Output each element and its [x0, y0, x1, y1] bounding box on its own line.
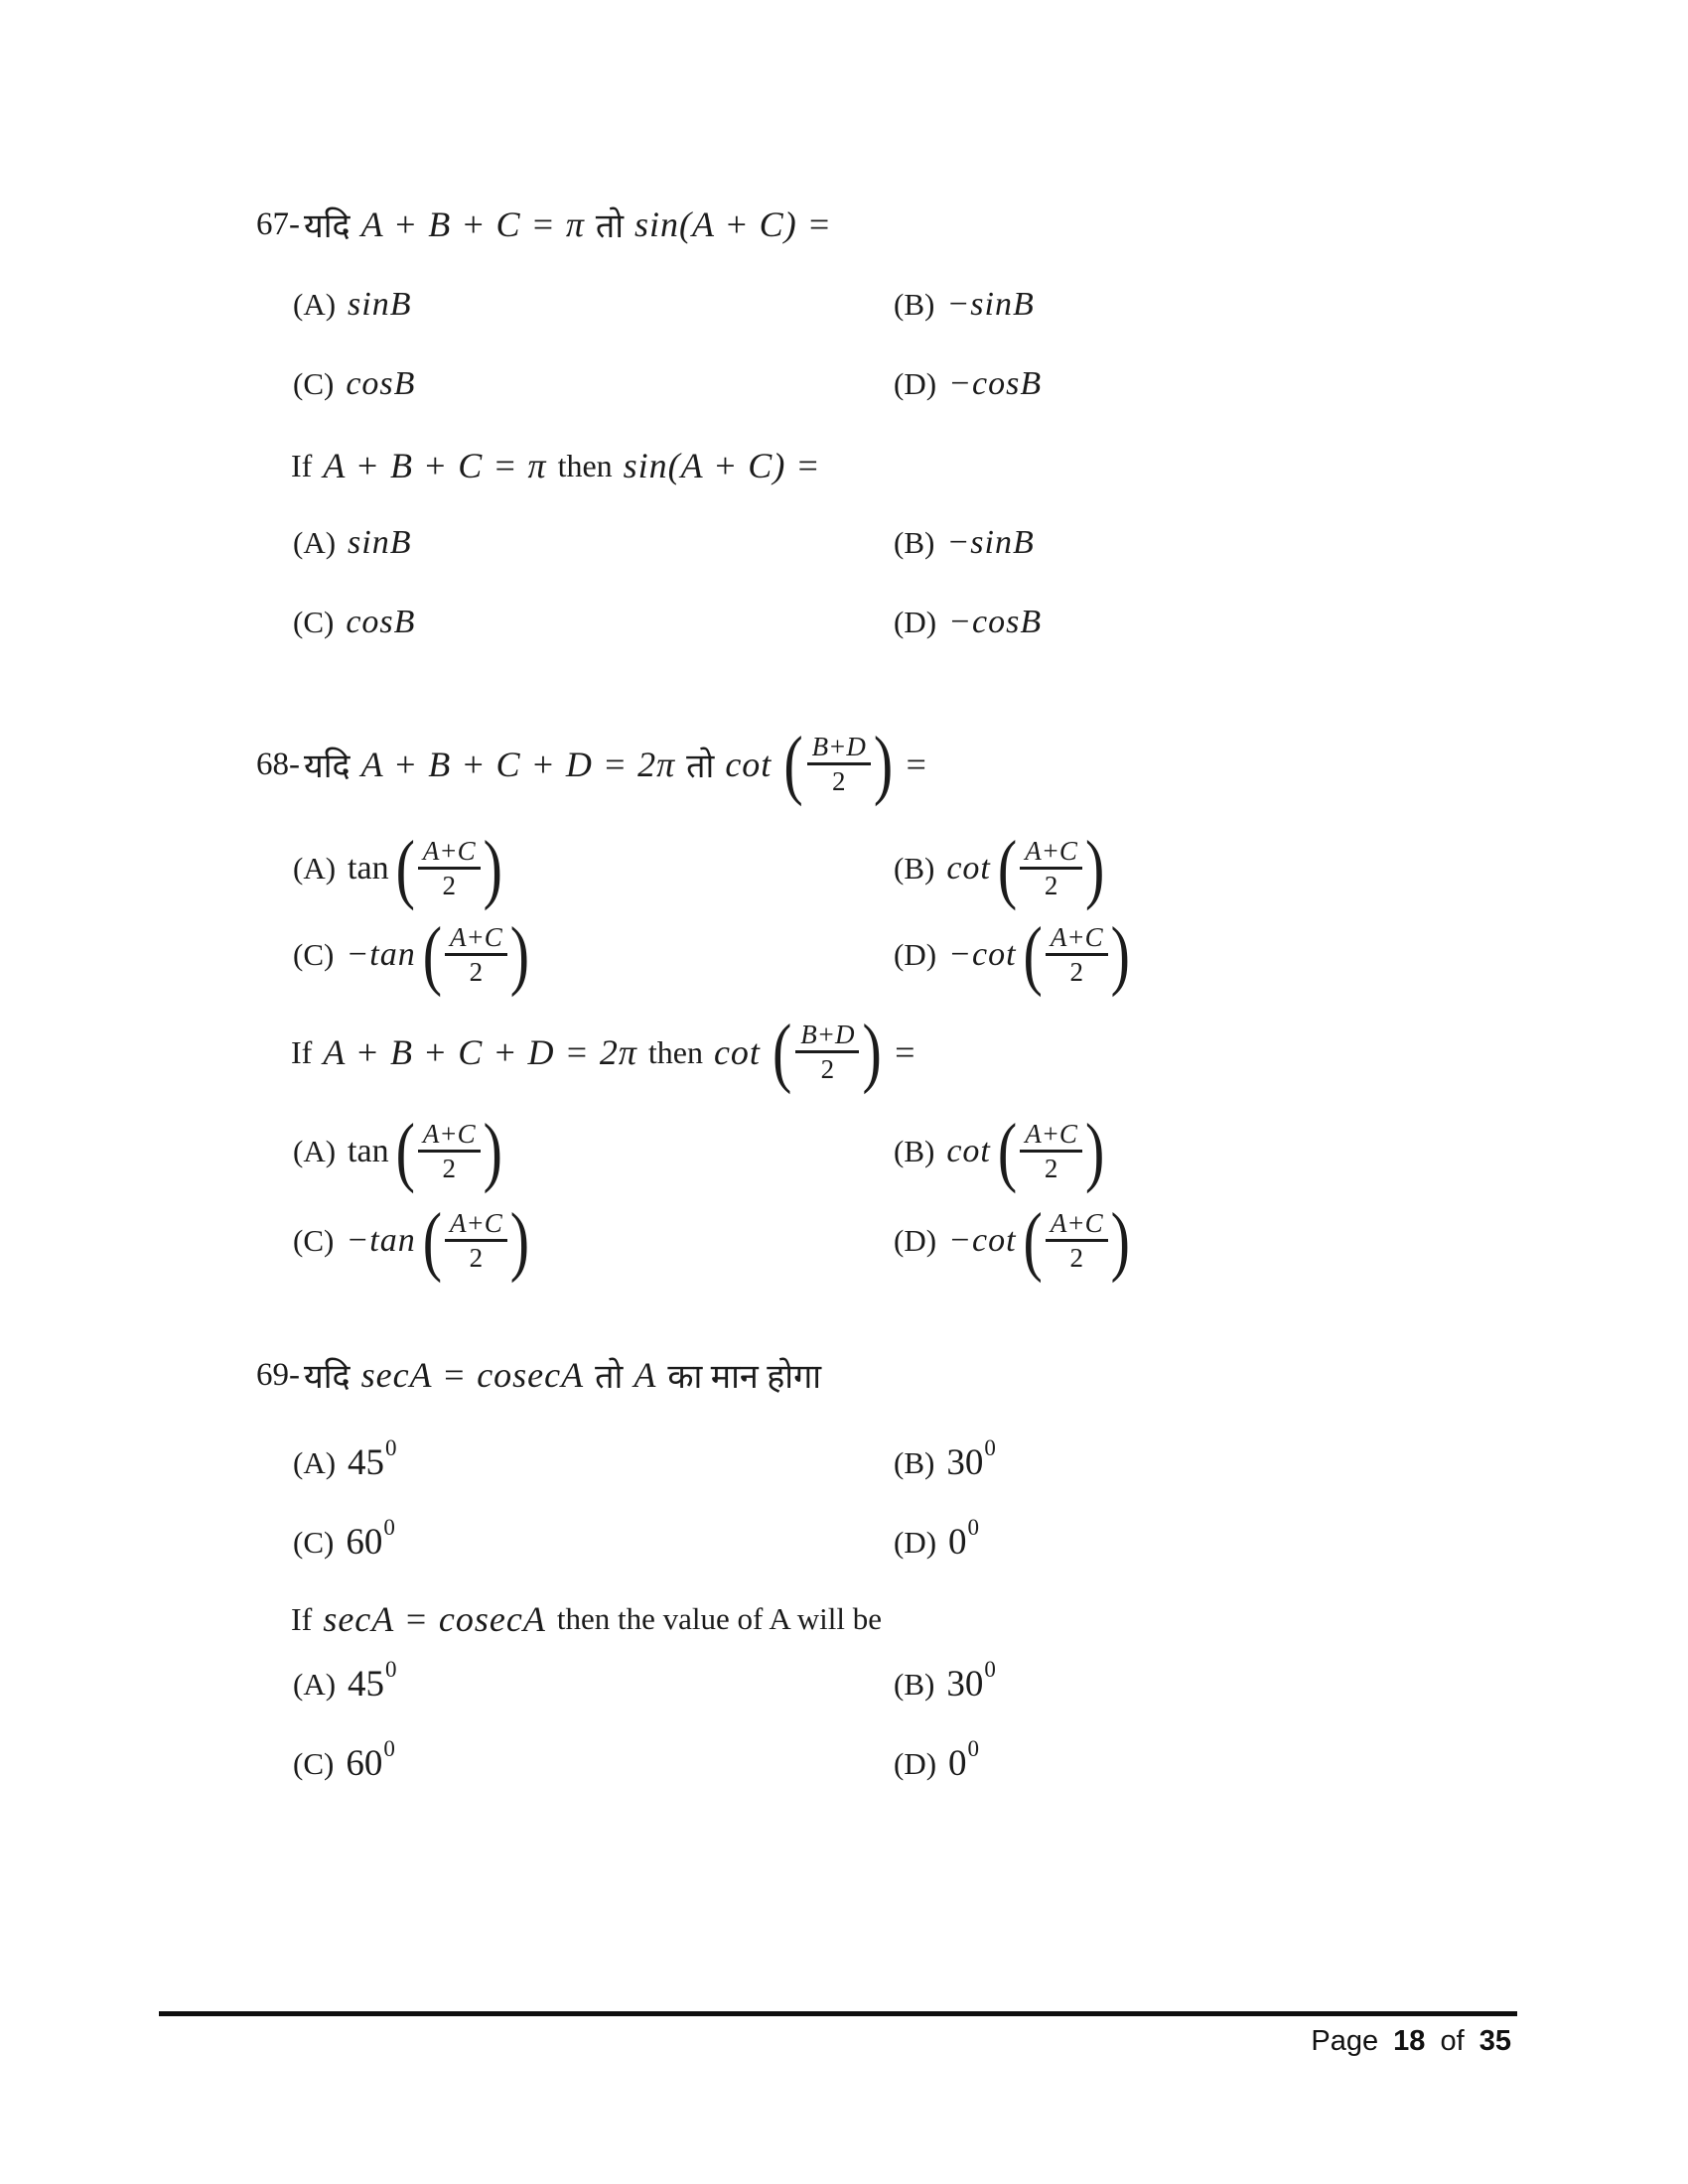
math-condition: A + B + C = π	[360, 205, 585, 244]
word-if: If	[291, 1033, 313, 1070]
option-67b-en	[894, 524, 1041, 562]
math-condition: A + B + C + D = 2π	[360, 745, 676, 784]
option-function: −tan	[346, 936, 416, 973]
footer-of-word: of	[1440, 2025, 1465, 2057]
footer-total-pages: 35	[1478, 2025, 1511, 2057]
fraction	[1046, 1208, 1108, 1275]
fraction-numerator: A+C	[1020, 836, 1082, 870]
option-69d	[894, 1514, 980, 1564]
option-label: (A)	[293, 851, 337, 886]
option-value: cosB	[346, 365, 416, 402]
fraction-denominator: 2	[1069, 1242, 1083, 1273]
option-67a-en	[293, 524, 418, 562]
question-68-english	[291, 1001, 917, 1104]
option-label: (C)	[293, 937, 335, 972]
option-68d-en	[894, 1191, 1131, 1291]
fraction	[445, 922, 507, 989]
fraction	[418, 836, 481, 902]
right-paren: )	[483, 1107, 502, 1195]
option-label: (C)	[293, 1745, 335, 1781]
fraction-denominator: 2	[469, 956, 484, 987]
option-69c	[293, 1514, 395, 1564]
option-function: cot	[946, 1133, 991, 1169]
fraction	[1020, 836, 1082, 902]
option-value: 60	[346, 1522, 383, 1563]
option-label: (C)	[293, 605, 335, 639]
left-paren: (	[1023, 910, 1043, 999]
right-paren: )	[1084, 824, 1105, 912]
word-then: then	[557, 447, 613, 483]
option-value-superscript: 0	[385, 1656, 397, 1682]
option-69a	[293, 1434, 397, 1484]
option-69b	[894, 1434, 996, 1484]
option-value: 45	[348, 1664, 385, 1705]
fraction-numerator: A+C	[418, 836, 481, 870]
option-68b	[894, 819, 1105, 918]
option-label: (B)	[894, 851, 935, 886]
option-value-superscript: 0	[383, 1735, 395, 1761]
option-value-superscript: 0	[967, 1514, 980, 1540]
fraction-denominator: 2	[820, 1053, 835, 1084]
option-68a	[293, 819, 503, 918]
fraction-numerator: B+D	[807, 732, 871, 765]
option-label: (B)	[894, 1666, 935, 1702]
math-variable: A	[633, 1355, 657, 1395]
option-68c-en	[293, 1191, 530, 1291]
option-value: −sinB	[946, 524, 1035, 561]
fraction	[1046, 922, 1108, 989]
option-label: (A)	[293, 1134, 337, 1168]
fraction	[445, 1208, 507, 1275]
fraction-numerator: A+C	[1020, 1119, 1082, 1153]
option-function: tan	[348, 850, 389, 887]
option-value-superscript: 0	[984, 1434, 996, 1460]
math-expression: secA = cosecA	[360, 1355, 585, 1395]
hindi-word-yadi: यदि	[304, 749, 351, 785]
option-value: −cosB	[948, 365, 1043, 402]
option-label: (B)	[894, 1134, 935, 1168]
footer-page-word: Page	[1311, 2025, 1379, 2057]
question-68-hindi	[256, 713, 928, 816]
option-67d-en	[894, 604, 1048, 641]
fraction-denominator: 2	[469, 1242, 484, 1273]
equals-sign: =	[904, 745, 929, 784]
left-paren: (	[422, 910, 443, 999]
footer-page-number: 18	[1393, 2025, 1426, 2057]
left-paren: (	[395, 824, 415, 912]
option-label: (D)	[894, 366, 937, 401]
math-condition: A + B + C = π	[323, 446, 547, 485]
left-paren: (	[1023, 1196, 1043, 1285]
option-67b	[894, 286, 1041, 324]
left-paren: (	[422, 1196, 443, 1285]
option-value-superscript: 0	[385, 1434, 397, 1460]
fraction-numerator: B+D	[795, 1020, 859, 1053]
option-label: (D)	[894, 937, 937, 972]
option-label: (B)	[894, 1444, 935, 1480]
option-value: 45	[348, 1442, 385, 1483]
fraction-denominator: 2	[1044, 870, 1058, 900]
option-label: (C)	[293, 366, 335, 401]
question-67-hindi	[256, 202, 832, 247]
option-label: (A)	[293, 1666, 337, 1702]
option-function: −cot	[948, 936, 1017, 973]
hindi-word-yadi: यदि	[304, 208, 351, 245]
option-label: (D)	[894, 605, 937, 639]
option-label: (A)	[293, 1444, 337, 1480]
option-label: (B)	[894, 287, 935, 322]
word-if: If	[291, 1600, 313, 1637]
right-paren: )	[1084, 1107, 1105, 1195]
question-67-english	[291, 445, 821, 486]
fraction-denominator: 2	[1044, 1153, 1058, 1183]
option-label: (D)	[894, 1524, 937, 1560]
word-if: If	[291, 447, 313, 483]
fraction	[418, 1119, 481, 1185]
right-paren: )	[509, 910, 530, 999]
option-label: (C)	[293, 1524, 335, 1560]
left-paren: (	[997, 824, 1018, 912]
option-68a-en	[293, 1102, 503, 1201]
math-function: cot	[713, 1032, 761, 1072]
option-value: 60	[346, 1743, 383, 1784]
right-paren: )	[873, 720, 894, 808]
option-label: (A)	[293, 525, 337, 560]
option-69d-en	[894, 1735, 980, 1785]
fraction-numerator: A+C	[445, 922, 507, 956]
option-value: sinB	[348, 286, 412, 323]
option-value: sinB	[348, 524, 412, 561]
option-value: cosB	[346, 604, 416, 640]
math-expression: sin(A + C) =	[623, 446, 821, 485]
option-label: (D)	[894, 1223, 937, 1258]
hindi-word-to: तो	[595, 1359, 624, 1396]
option-value: −sinB	[946, 286, 1035, 323]
option-function: −tan	[346, 1222, 416, 1259]
right-paren: )	[1110, 910, 1130, 999]
option-label: (D)	[894, 1745, 937, 1781]
left-paren: (	[772, 1008, 792, 1096]
math-function: cot	[725, 745, 773, 784]
option-68b-en	[894, 1102, 1105, 1201]
option-value: 0	[948, 1743, 967, 1784]
fraction-denominator: 2	[442, 870, 457, 900]
option-value-superscript: 0	[967, 1735, 980, 1761]
question-number: 68-	[256, 746, 300, 782]
right-paren: )	[1110, 1196, 1130, 1285]
option-function: cot	[946, 850, 991, 887]
right-paren: )	[509, 1196, 530, 1285]
fraction-denominator: 2	[1069, 956, 1083, 987]
hindi-word-to: तो	[686, 749, 715, 785]
option-68d	[894, 905, 1131, 1005]
fraction-denominator: 2	[832, 765, 846, 796]
hindi-question-tail: का मान होगा	[667, 1359, 822, 1396]
option-function: tan	[348, 1133, 389, 1169]
hindi-word-yadi: यदि	[304, 1359, 351, 1396]
option-label: (A)	[293, 287, 337, 322]
option-67a	[293, 286, 418, 324]
footer-divider	[159, 2011, 1517, 2016]
fraction-numerator: A+C	[418, 1119, 481, 1153]
left-paren: (	[997, 1107, 1018, 1195]
fraction	[1020, 1119, 1082, 1185]
left-paren: (	[395, 1107, 415, 1195]
fraction	[795, 1020, 859, 1086]
fraction-denominator: 2	[442, 1153, 457, 1183]
fraction-numerator: A+C	[1046, 922, 1108, 956]
question-number: 69-	[256, 1356, 300, 1393]
option-value-superscript: 0	[984, 1656, 996, 1682]
fraction	[807, 732, 871, 798]
option-69a-en	[293, 1656, 397, 1706]
option-value: 30	[946, 1664, 984, 1705]
option-label: (B)	[894, 525, 935, 560]
fraction-numerator: A+C	[445, 1208, 507, 1242]
hindi-word-to: तो	[595, 208, 625, 245]
fraction-numerator: A+C	[1046, 1208, 1108, 1242]
option-value-superscript: 0	[383, 1514, 395, 1540]
math-expression: sin(A + C) =	[634, 205, 832, 244]
right-paren: )	[862, 1008, 882, 1096]
option-value: 30	[946, 1442, 984, 1483]
question-69-hindi	[256, 1352, 821, 1398]
option-69b-en	[894, 1656, 996, 1706]
option-value: 0	[948, 1522, 967, 1563]
math-condition: A + B + C + D = 2π	[323, 1032, 637, 1072]
option-function: −cot	[948, 1222, 1017, 1259]
option-68c	[293, 905, 530, 1005]
word-then: then	[647, 1033, 703, 1070]
page-number-footer	[159, 2025, 1511, 2058]
option-67d	[894, 365, 1048, 403]
right-paren: )	[483, 824, 502, 912]
option-label: (C)	[293, 1223, 335, 1258]
option-67c-en	[293, 604, 421, 641]
option-69c-en	[293, 1735, 395, 1785]
english-question-tail: then the value of A will be	[556, 1601, 883, 1636]
option-67c	[293, 365, 421, 403]
question-69-english	[291, 1598, 882, 1640]
question-number: 67-	[256, 205, 300, 242]
left-paren: (	[783, 720, 803, 808]
math-expression: secA = cosecA	[323, 1599, 546, 1639]
option-value: −cosB	[948, 604, 1043, 640]
equals-sign: =	[892, 1032, 918, 1072]
